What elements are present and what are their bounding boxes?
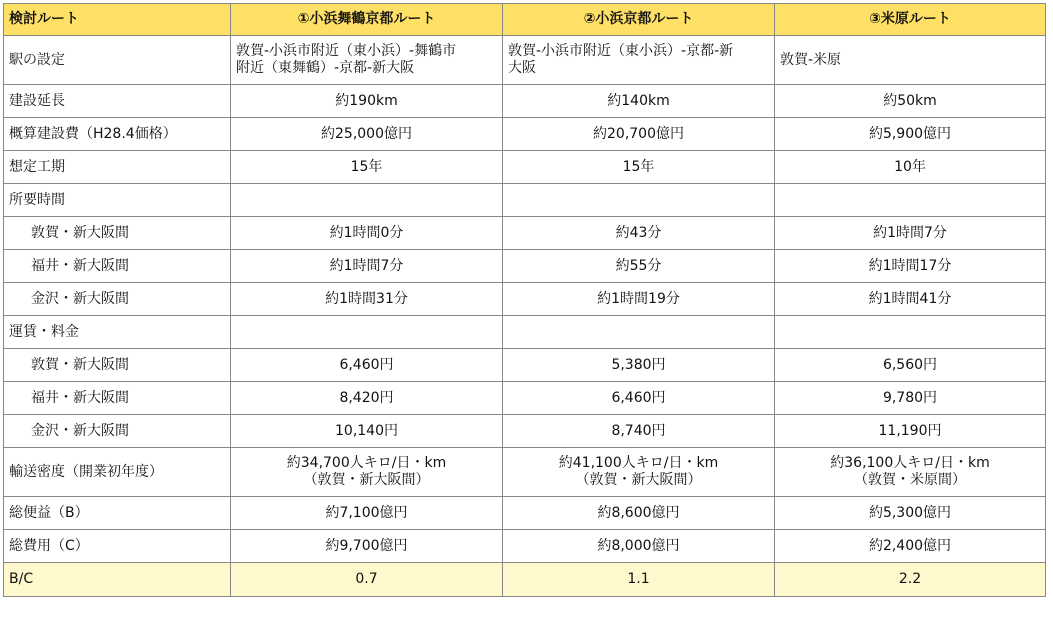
row-label: 想定工期: [4, 151, 231, 184]
cell-value: 約1時間31分: [231, 283, 503, 316]
cell-value: 8,420円: [231, 382, 503, 415]
cell-value: 5,380円: [503, 349, 775, 382]
cell-value: 約1時間17分: [775, 250, 1046, 283]
cell-value: [503, 184, 775, 217]
cell-value: 0.7: [231, 563, 503, 597]
route-comparison-table: [3, 3, 1046, 597]
cell-value: 約7,100億円: [231, 497, 503, 530]
route-3-header: ③米原ルート: [775, 4, 1046, 36]
route-1-header: ①小浜舞鶴京都ルート: [231, 4, 503, 36]
row-transport-density: [4, 448, 1046, 497]
row-time-tsuruga: [4, 217, 1046, 250]
cell-value: 約50km: [775, 85, 1046, 118]
cell-value: 約20,700億円: [503, 118, 775, 151]
cell-value: 約1時間41分: [775, 283, 1046, 316]
cell-value: 約43分: [503, 217, 775, 250]
row-time-kanazawa: [4, 283, 1046, 316]
row-total-cost: [4, 530, 1046, 563]
cell-value: 6,560円: [775, 349, 1046, 382]
row-fare-tsuruga: [4, 349, 1046, 382]
section-label: 所要時間: [4, 184, 231, 217]
cell-value: 約8,000億円: [503, 530, 775, 563]
cell-value: 10,140円: [231, 415, 503, 448]
cell-value: 約140km: [503, 85, 775, 118]
cell-value: 約2,400億円: [775, 530, 1046, 563]
cell-value: 約36,100人キロ/日・km （敦賀・米原間）: [775, 448, 1046, 497]
cell-value: 11,190円: [775, 415, 1046, 448]
cell-value: 2.2: [775, 563, 1046, 597]
cell-value: [775, 184, 1046, 217]
cell-value: 敦賀‐小浜市附近（東小浜）‐京都‐新 大阪: [503, 36, 775, 85]
cell-value: 15年: [231, 151, 503, 184]
cell-value: 約1時間0分: [231, 217, 503, 250]
row-label: 概算建設費（H28.4価格）: [4, 118, 231, 151]
cell-value: 1.1: [503, 563, 775, 597]
row-label: 福井・新大阪間: [4, 382, 231, 415]
cell-value: 約34,700人キロ/日・km （敦賀・新大阪間）: [231, 448, 503, 497]
row-length: [4, 85, 1046, 118]
row-label: 駅の設定: [4, 36, 231, 85]
cell-value: 15年: [503, 151, 775, 184]
cell-value: 敦賀‐米原: [775, 36, 1046, 85]
row-fare-section: [4, 316, 1046, 349]
row-station-setting: [4, 36, 1046, 85]
cell-value: [231, 184, 503, 217]
row-construction-period: [4, 151, 1046, 184]
row-time-fukui: [4, 250, 1046, 283]
cell-value: [503, 316, 775, 349]
cell-value: 約25,000億円: [231, 118, 503, 151]
row-label: 総便益（B）: [4, 497, 231, 530]
cell-value: 6,460円: [231, 349, 503, 382]
cell-value: 8,740円: [503, 415, 775, 448]
row-fare-fukui: [4, 382, 1046, 415]
row-label: 金沢・新大阪間: [4, 283, 231, 316]
cell-value: 6,460円: [503, 382, 775, 415]
cell-value: 約41,100人キロ/日・km （敦賀・新大阪間）: [503, 448, 775, 497]
row-bc-ratio: [4, 563, 1046, 597]
cell-value: 約190km: [231, 85, 503, 118]
cell-value: [231, 316, 503, 349]
row-label: 敦賀・新大阪間: [4, 349, 231, 382]
cell-value: 敦賀‐小浜市附近（東小浜）‐舞鶴市 附近（東舞鶴）‐京都‐新大阪: [231, 36, 503, 85]
header-label: 検討ルート: [4, 4, 231, 36]
cell-value: 9,780円: [775, 382, 1046, 415]
row-label: 福井・新大阪間: [4, 250, 231, 283]
row-total-benefit: [4, 497, 1046, 530]
cell-value: [775, 316, 1046, 349]
cell-value: 約5,300億円: [775, 497, 1046, 530]
cell-value: 約1時間7分: [231, 250, 503, 283]
header-row: [4, 4, 1046, 36]
cell-value: 約1時間7分: [775, 217, 1046, 250]
cell-value: 約9,700億円: [231, 530, 503, 563]
row-label: 輸送密度（開業初年度）: [4, 448, 231, 497]
route-2-header: ②小浜京都ルート: [503, 4, 775, 36]
row-label: 総費用（C）: [4, 530, 231, 563]
row-label: B/C: [4, 563, 231, 597]
cell-value: 約5,900億円: [775, 118, 1046, 151]
cell-value: 約55分: [503, 250, 775, 283]
row-fare-kanazawa: [4, 415, 1046, 448]
cell-value: 約1時間19分: [503, 283, 775, 316]
cell-value: 10年: [775, 151, 1046, 184]
row-travel-time-section: [4, 184, 1046, 217]
row-label: 金沢・新大阪間: [4, 415, 231, 448]
section-label: 運賃・料金: [4, 316, 231, 349]
row-cost: [4, 118, 1046, 151]
cell-value: 約8,600億円: [503, 497, 775, 530]
row-label: 建設延長: [4, 85, 231, 118]
row-label: 敦賀・新大阪間: [4, 217, 231, 250]
